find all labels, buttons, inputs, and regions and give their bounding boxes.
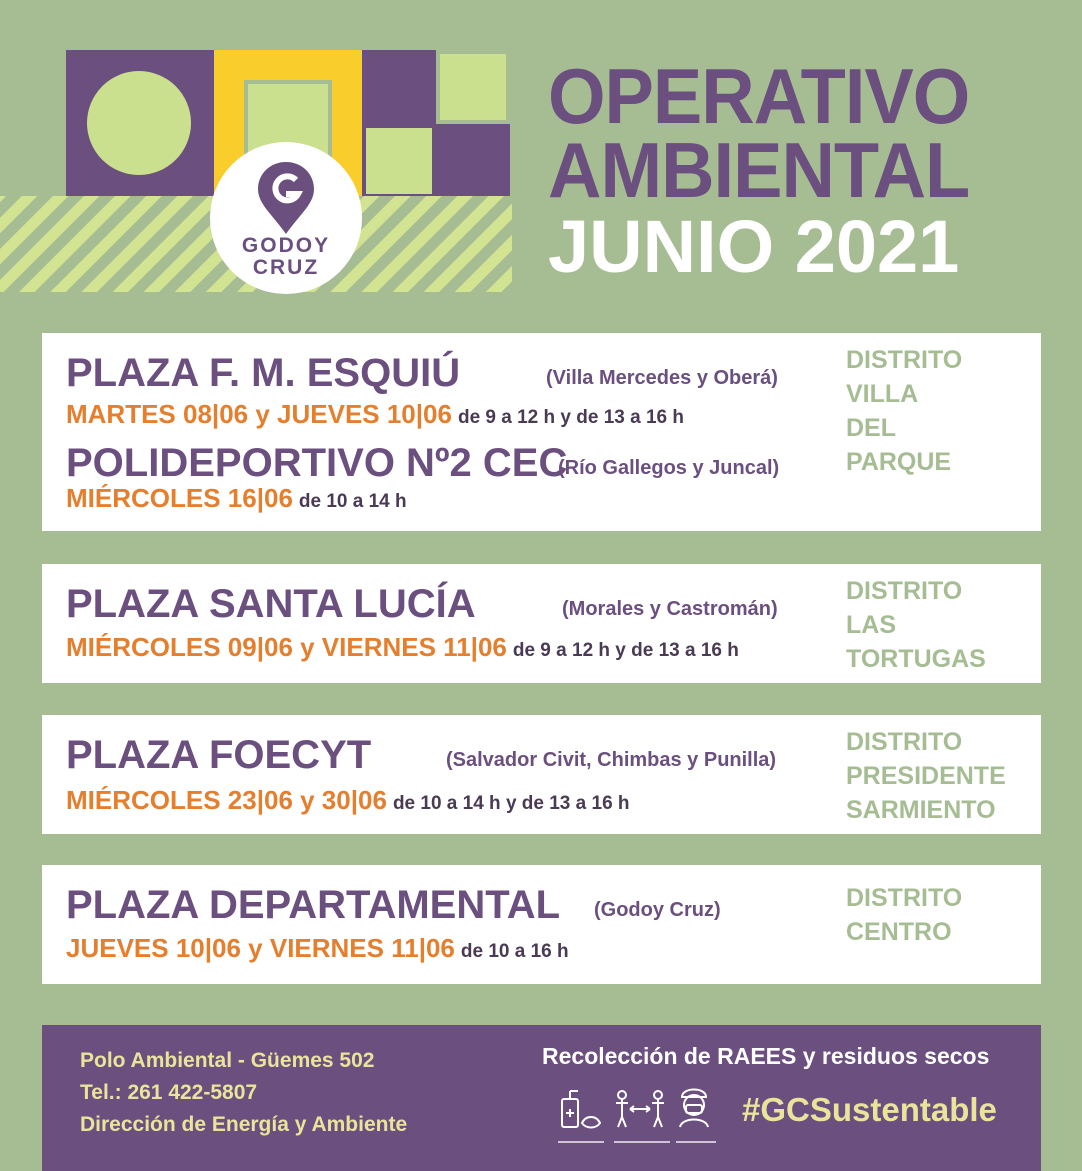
card-las-tortugas <box>42 564 1041 683</box>
logo-text-line2: CRUZ <box>252 256 320 279</box>
venue-schedule <box>66 785 630 816</box>
district-line: TORTUGAS <box>846 645 986 673</box>
venue-dates: JUEVES 10|06 y VIERNES 11|06 <box>66 933 455 963</box>
card-villa-del-parque <box>42 333 1041 531</box>
venue-name: PLAZA F. M. ESQUIÚ <box>66 351 461 395</box>
hero-graphic <box>0 0 520 300</box>
footer-contact <box>80 1045 407 1141</box>
district-line: DEL <box>846 414 896 442</box>
venue-schedule <box>66 483 407 514</box>
venue-hours: de 10 a 16 h <box>460 941 569 962</box>
title-line-1: OPERATIVO <box>548 52 970 140</box>
venue-dates: MARTES 08|06 y JUEVES 10|06 <box>66 399 452 429</box>
hand-wash-icon <box>562 1091 600 1128</box>
venue-hours: de 9 a 12 h y de 13 a 16 h <box>457 407 684 428</box>
district-line: PARQUE <box>846 448 952 476</box>
district-line: CENTRO <box>846 918 952 946</box>
venue-name: PLAZA DEPARTAMENTAL <box>66 883 561 927</box>
footer-department: Dirección de Energía y Ambiente <box>80 1113 408 1136</box>
venue-address: (Río Gallegos y Juncal) <box>558 457 780 479</box>
venue-name: POLIDEPORTIVO Nº2 CEC <box>66 441 568 485</box>
venue-hours: de 10 a 14 h <box>298 491 407 512</box>
card-centro <box>42 865 1041 984</box>
district-label <box>846 343 962 479</box>
distance-icon <box>616 1091 664 1127</box>
venue-hours: de 10 a 14 h y de 13 a 16 h <box>392 793 630 814</box>
footer-address: Polo Ambiental - Güemes 502 <box>80 1049 375 1072</box>
venue-hours: de 9 a 12 h y de 13 a 16 h <box>512 640 739 661</box>
venue-schedule <box>66 933 569 964</box>
venue-dates: MIÉRCOLES 23|06 y 30|06 <box>66 785 387 815</box>
venue-dates: MIÉRCOLES 09|06 y VIERNES 11|06 <box>66 632 507 662</box>
district-line: SARMIENTO <box>846 796 996 824</box>
venue-name: PLAZA FOECYT <box>66 733 372 777</box>
district-label <box>846 881 962 949</box>
title-line-3: JUNIO 2021 <box>548 205 960 288</box>
district-line: PRESIDENTE <box>846 762 1006 790</box>
safety-icons <box>556 1083 726 1155</box>
venue-schedule <box>66 632 739 663</box>
district-line: VILLA <box>846 380 919 408</box>
green-circle <box>87 71 191 175</box>
district-line: DISTRITO <box>846 346 963 374</box>
hashtag: #GCSustentable <box>742 1091 997 1128</box>
title-line-2: AMBIENTAL <box>548 126 970 214</box>
mask-icon <box>680 1090 708 1128</box>
district-line: DISTRITO <box>846 577 963 605</box>
footer <box>42 1025 1041 1171</box>
green-square-mid <box>366 128 432 194</box>
purple-square-right <box>436 124 510 196</box>
district-label <box>846 725 1006 827</box>
main-title <box>548 52 970 288</box>
venue-schedule <box>66 399 684 430</box>
district-line: DISTRITO <box>846 728 963 756</box>
venue-address: (Godoy Cruz) <box>594 899 721 921</box>
card-presidente-sarmiento <box>42 715 1041 834</box>
collection-text: Recolección de RAEES y residuos secos <box>542 1043 990 1069</box>
district-line: DISTRITO <box>846 884 963 912</box>
logo-text-line1: GODOY <box>241 234 331 257</box>
district-label <box>846 574 986 676</box>
footer-phone: Tel.: 261 422-5807 <box>80 1081 258 1104</box>
venue-name: PLAZA SANTA LUCÍA <box>66 582 476 626</box>
venue-address: (Morales y Castromán) <box>562 598 778 620</box>
district-line: LAS <box>846 611 896 639</box>
venue-address: (Salvador Civit, Chimbas y Punilla) <box>446 749 777 771</box>
venue-address: (Villa Mercedes y Oberá) <box>546 367 778 389</box>
green-square-top-right <box>440 54 506 120</box>
venue-dates: MIÉRCOLES 16|06 <box>66 483 293 513</box>
